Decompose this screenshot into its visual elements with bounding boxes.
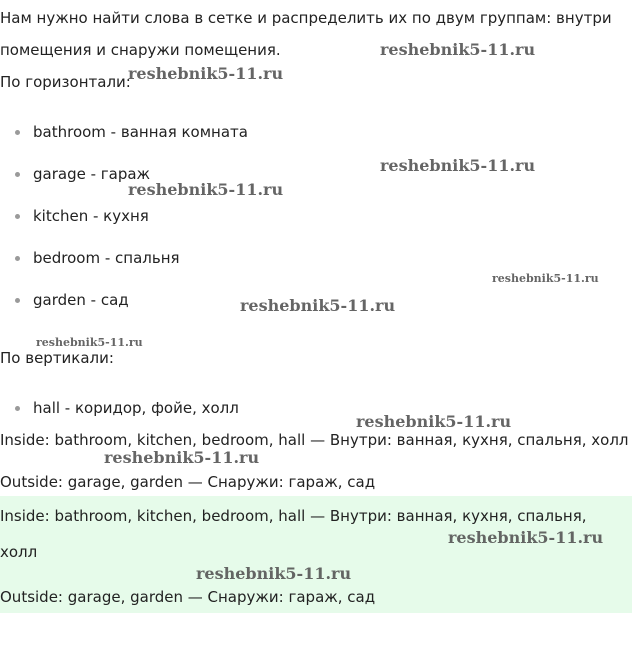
bullet-icon (15, 298, 20, 303)
watermark: reshebnik5-11.ru (380, 40, 536, 59)
watermark: reshebnik5-11.ru (448, 528, 604, 547)
summary-inside: Inside: bathroom, kitchen, bedroom, hall — Внутри: ванная, кухня, спальня, холл (0, 431, 629, 449)
answer-outside: Outside: garage, garden — Снаружи: гараж, сад (0, 588, 376, 606)
watermark: reshebnik5-11.ru (36, 336, 143, 349)
summary-outside: Outside: garage, garden — Снаружи: гараж, сад (0, 473, 376, 491)
watermark: reshebnik5-11.ru (196, 564, 352, 583)
intro-line-1: Нам нужно найти слова в сетке и распределить их по двум группам: внутри (0, 9, 612, 27)
watermark: reshebnik5-11.ru (240, 296, 396, 315)
list-item-text: hall - коридор, фойе, холл (33, 399, 239, 417)
horizontal-heading: По горизонтали: (0, 73, 131, 91)
bullet-icon (15, 172, 20, 177)
list-item-text: garden - сад (33, 291, 129, 309)
watermark: reshebnik5-11.ru (492, 272, 599, 285)
bullet-icon (15, 406, 20, 411)
bullet-icon (15, 130, 20, 135)
vertical-heading: По вертикали: (0, 349, 114, 367)
list-item-text: kitchen - кухня (33, 207, 149, 225)
bullet-icon (15, 214, 20, 219)
answer-inside-line-2: холл (0, 543, 38, 561)
bullet-icon (15, 256, 20, 261)
list-item-text: bedroom - спальня (33, 249, 180, 267)
watermark: reshebnik5-11.ru (128, 64, 284, 83)
watermark: reshebnik5-11.ru (356, 412, 512, 431)
answer-inside-line-1: Inside: bathroom, kitchen, bedroom, hall — Внутри: ванная, кухня, спальня, (0, 507, 587, 525)
list-item-text: bathroom - ванная комната (33, 123, 248, 141)
list-item-text: garage - гараж (33, 165, 151, 183)
intro-line-2: помещения и снаружи помещения. (0, 41, 281, 59)
watermark: reshebnik5-11.ru (128, 180, 284, 199)
watermark: reshebnik5-11.ru (104, 448, 260, 467)
watermark: reshebnik5-11.ru (380, 156, 536, 175)
